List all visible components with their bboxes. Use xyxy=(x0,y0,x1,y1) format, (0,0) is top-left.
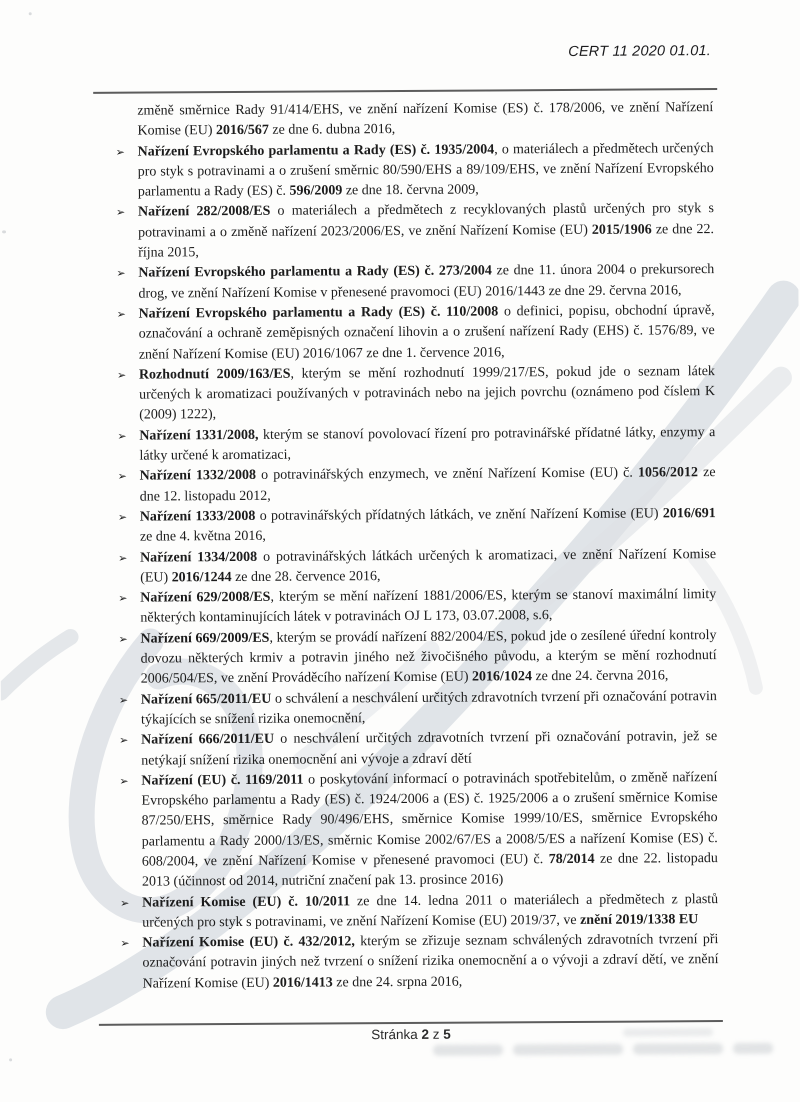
text-run-bold: Nařízení 1332/2008 xyxy=(139,468,256,484)
text-run: ze dne 12. listopadu 2012, xyxy=(139,465,716,505)
bullet-arrow-icon: ➢ xyxy=(118,551,128,565)
bullet-arrow-icon: ➢ xyxy=(119,733,129,747)
text-run: ze dne 22. listopadu 2013 (účinnost od 2014, nutriční značení pak 13. prosince 2016) xyxy=(141,851,718,890)
text-run-bold: Nařízení Evropského parlamentu a Rady (ES) č. 110/2008 xyxy=(138,304,499,322)
text-run-bold: znění 2019/1338 EU xyxy=(580,912,699,928)
document-body xyxy=(115,98,718,995)
bullet-arrow-icon: ➢ xyxy=(118,632,128,646)
bullet-arrow-icon: ➢ xyxy=(115,206,126,220)
text-run: ze dne 6. dubna 2016, xyxy=(268,122,396,139)
list-item xyxy=(117,463,715,507)
text-run-bold: Nařízení (EU) č. 1169/2011 xyxy=(141,772,304,789)
bullet-arrow-icon: ➢ xyxy=(118,591,128,605)
text-run-bold: Nařízení Komise (EU) č. 10/2011 xyxy=(142,893,351,911)
item-text xyxy=(138,260,714,304)
bleed-through-artifact xyxy=(433,1043,773,1056)
document-code: CERT 11 2020 01.01. xyxy=(568,43,712,60)
footer-total-pages: 5 xyxy=(443,1026,451,1042)
item-text xyxy=(139,463,715,507)
text-run: ze dne 14. ledna 2011 o materiálech a předmětech z plastů určených pro styk s potravinami, ve znění Nařízení Komise (EU) 2019/37, ve xyxy=(142,891,719,931)
list-item xyxy=(119,687,717,731)
text-run: o neschválení určitých zdravotních tvrzení při označování potravin, jež se netýkají snížení rizika onemocnění ani vývoje a zdraví dětí xyxy=(141,729,718,769)
text-run-bold: 2016/567 xyxy=(215,123,269,139)
item-text xyxy=(138,139,714,203)
text-run-bold: Nařízení 629/2008/ES xyxy=(140,589,271,606)
text-run-bold: Rozhodnutí 2009/163/ES xyxy=(138,366,291,383)
text-run-bold: 1056/2012 xyxy=(637,465,698,481)
list-item xyxy=(120,890,718,934)
text-run-bold: Nařízení Komise (EU) č. 432/2012, xyxy=(142,934,355,951)
bullet-arrow-icon: ➢ xyxy=(116,368,127,382)
bullet-arrow-icon: ➢ xyxy=(118,693,129,707)
list-item xyxy=(119,727,717,771)
item-text xyxy=(141,687,717,731)
list-item xyxy=(116,139,714,204)
bullet-arrow-icon: ➢ xyxy=(119,774,129,788)
text-run: o potravinářských enzymech, ve znění Nařízení Komise (EU) č. xyxy=(255,465,639,484)
text-run-bold: 2016/1024 xyxy=(471,669,532,685)
list-item xyxy=(118,504,716,548)
text-run-bold: Nařízení Evropského parlamentu a Rady (ES) č. 1935/2004 xyxy=(137,142,495,160)
item-text xyxy=(141,727,717,771)
list-item xyxy=(116,260,714,304)
text-run: kterým se stanoví povolovací řízení pro potravinářské přídatné látky, enzymy a látky určené k aromatizaci, xyxy=(139,424,716,464)
item-text xyxy=(140,626,716,690)
list-item xyxy=(118,585,716,629)
list-item xyxy=(117,362,715,427)
item-text xyxy=(140,585,716,629)
header-divider xyxy=(93,88,717,94)
text-run: ze dne 4. května 2016, xyxy=(139,529,266,545)
text-run: změně směrnice Rady 91/414/EHS, ve znění nařízení Komise (ES) č. 178/2006, ve znění Nařízení Komise (EU) xyxy=(137,100,714,139)
text-run-bold: 2015/1906 xyxy=(591,222,652,238)
list-item xyxy=(118,545,716,589)
bullet-arrow-icon: ➢ xyxy=(117,429,127,443)
text-run-bold: Nařízení 1334/2008 xyxy=(139,549,258,566)
bullet-arrow-icon: ➢ xyxy=(120,896,130,910)
text-run: ze dne 22. října 2015, xyxy=(138,221,715,261)
text-run-bold: 596/2009 xyxy=(289,183,343,199)
text-run-bold: Nařízení 665/2011/EU xyxy=(140,691,272,708)
text-run-bold: Nařízení 669/2009/ES xyxy=(140,630,270,647)
text-run: o poskytování informací o potravinách spotřebitelům, o změně nařízení Evropského parlamentu a Rady (ES) č. 1924/2006 a (ES) č. 1925/2006 a o zrušení směrnice Komise 87/250/EHS, směrnice Rady 90/496/EHS, směrnice Komise 1999/10/ES, směrnice Evropského parlamentu a Rady 2000/13/ES, směrnic Komise 2002/67/ES a 2008/5/ES a nařízení Komise (ES) č. 608/2004, ve znění Nařízení Komise v přenesené pravomoci (EU) č. xyxy=(141,769,718,870)
text-run: ze dne 24. června 2016, xyxy=(531,668,669,685)
text-run: , kterým se mění nařízení 1881/2006/ES, kterým se stanoví maximální limity některých kontaminujících látek v potravinách OJ L 173, 03.07.2008, s.6, xyxy=(140,587,717,627)
text-run-bold: Nařízení 666/2011/EU xyxy=(141,731,275,748)
list-item xyxy=(119,768,718,893)
bullet-arrow-icon: ➢ xyxy=(117,470,127,484)
text-run: ze dne 28. července 2016, xyxy=(231,568,381,585)
page-footer xyxy=(99,1025,723,1044)
bullet-arrow-icon: ➢ xyxy=(115,145,125,159)
bullet-arrow-icon: ➢ xyxy=(116,307,126,321)
intro-paragraph xyxy=(137,98,713,142)
footer-divider xyxy=(99,1020,723,1025)
text-run: , o materiálech a předmětech určených pro styk s potravinami a o zrušení směrnic 80/590/EHS a 89/109/EHS, ve znění Nařízení Evropského parlamentu a Rady (ES) č. xyxy=(137,140,714,200)
item-text xyxy=(138,200,714,264)
text-run-bold: Nařízení 282/2008/ES xyxy=(137,204,271,221)
item-text xyxy=(138,301,714,365)
text-run-bold: Nařízení Evropského parlamentu a Rady (ES) č. 273/2004 xyxy=(138,263,492,281)
text-run: o potravinářských přídatných látkách, ve znění Nařízení Komise (EU) xyxy=(255,506,663,524)
bullet-arrow-icon: ➢ xyxy=(120,936,130,950)
text-run: , kterým se provádí nařízení 882/2004/ES, pokud jde o zesílené úřední kontroly dovozu některých krmiv a potravin jiného než živočišného původu, a kterým se mění rozhodnutí 2006/504/ES, ve znění Prováděcího nařízení Komise (EU) xyxy=(140,627,717,687)
list-item xyxy=(116,200,714,265)
regulation-list xyxy=(116,139,719,995)
item-text xyxy=(142,930,718,994)
bullet-arrow-icon: ➢ xyxy=(116,267,126,281)
text-run: ze dne 24. srpna 2016, xyxy=(332,974,463,991)
scan-speck xyxy=(9,1058,12,1061)
text-run: o definici, popisu, obchodní úpravě, označování a ochraně zeměpisných označení lihovin a o zrušení nařízení Rady (EHS) č. 1576/89, ve znění Nařízení Komise (EU) 2016/1067 ze dne 1. července 2016, xyxy=(138,303,715,363)
text-run-bold: 78/2014 xyxy=(548,851,595,868)
footer-page-number: 2 xyxy=(421,1026,430,1042)
text-run-bold: Nařízení 1331/2008, xyxy=(139,427,259,444)
text-run: , kterým se mění rozhodnutí 1999/217/ES, pokud jde o seznam látek určených k aromatizaci používaných v potravinách nebo na jejich povrchu (oznámeno pod číslem K (2009) 1222), xyxy=(139,363,716,424)
footer-separator: z xyxy=(428,1026,444,1042)
bullet-arrow-icon: ➢ xyxy=(117,510,128,524)
item-text xyxy=(139,423,715,467)
footer-label: Stránka xyxy=(371,1026,422,1043)
item-text xyxy=(141,768,718,893)
text-run-bold: 2016/691 xyxy=(662,506,716,522)
text-run: ze dne 18. června 2009, xyxy=(342,182,479,199)
text-run: o materiálech a předmětech z recyklovaných plastů určených pro styk s potravinami a o změně nařízení 2023/2006/ES, ve znění Nařízení Komise (EU) xyxy=(138,201,714,241)
text-run: o potravinářských látkách určených k aromatizaci, ve znění Nařízení Komise (EU) xyxy=(140,546,717,586)
list-item xyxy=(116,301,714,366)
item-text xyxy=(140,545,716,589)
list-item xyxy=(118,626,716,691)
scan-speck xyxy=(2,230,6,233)
text-run: ze dne 11. února 2004 o prekursorech drog, ve znění Nařízení Komise v přenesené pravomoci (EU) 2016/1443 ze dne 29. června 2016, xyxy=(138,262,715,302)
text-run: o schválení a neschválení určitých zdravotních tvrzení při označování potravin týkajících se snížení rizika onemocnění, xyxy=(140,688,717,728)
list-item xyxy=(120,930,718,995)
item-text xyxy=(142,890,718,934)
list-item xyxy=(117,423,715,467)
text-run-bold: Nařízení 1333/2008 xyxy=(139,508,256,525)
text-run: kterým se zřizuje seznam schválených zdravotních tvrzení při označování potravin jiných než tvrzení o snížení rizika onemocnění a o vývoji a zdraví dětí, ve znění Nařízení Komise (EU) xyxy=(142,932,719,992)
text-run-bold: 2016/1244 xyxy=(171,569,232,586)
text-run-bold: 2016/1413 xyxy=(272,975,333,991)
scan-speck xyxy=(29,12,32,15)
item-text xyxy=(139,362,715,426)
item-text xyxy=(140,504,716,548)
